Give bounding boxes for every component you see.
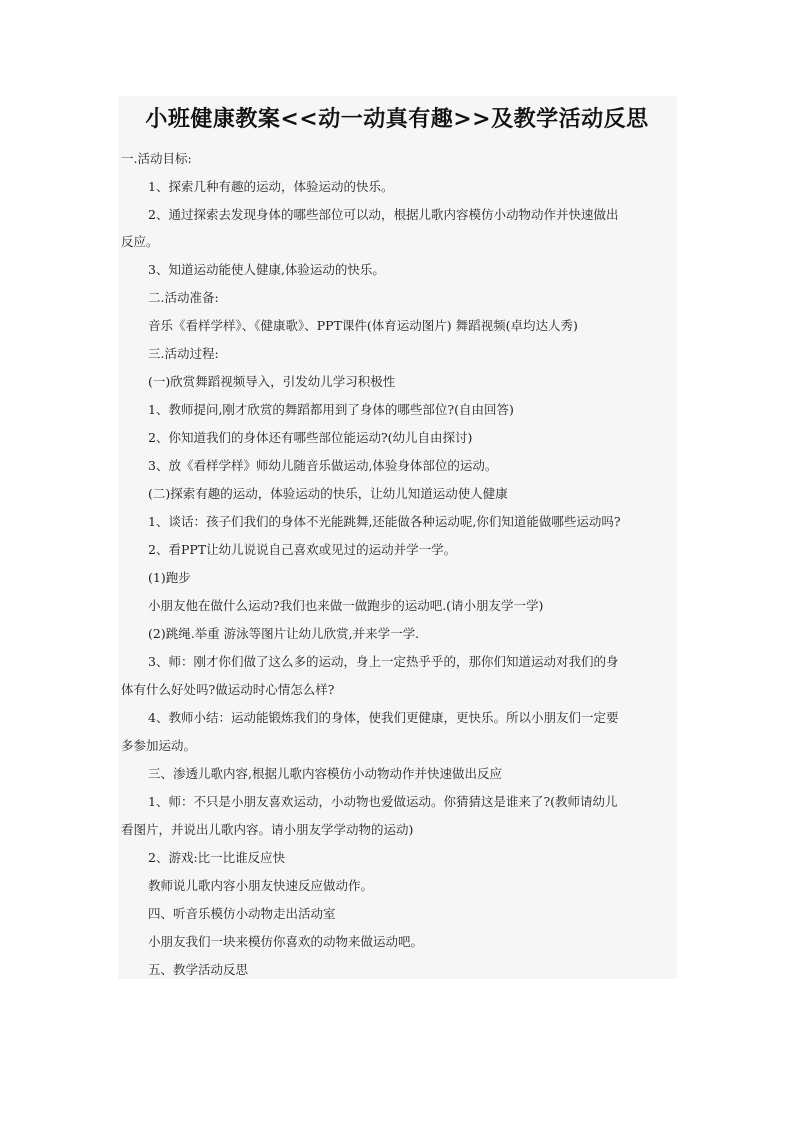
section-heading: 三.活动过程: (148, 346, 219, 361)
section-heading: 五、教学活动反思 (148, 962, 249, 977)
paragraph-line: 1、师：不只是小朋友喜欢运动，小动物也爱做运动。你猜猜这是谁来了?(教师请幼儿 (148, 794, 618, 809)
section-heading: 二.活动准备: (148, 290, 219, 305)
paragraph-line: 3、师：刚才你们做了这么多的运动，身上一定热乎乎的，那你们知道运动对我们的身 (148, 654, 619, 669)
paragraph-line: (2)跳绳.举重 游泳等图片让幼儿欣赏,并来学一学. (148, 626, 420, 641)
paragraph-line: 2、看PPT让幼儿说说自己喜欢或见过的运动并学一学。 (148, 542, 457, 557)
paragraph-line: 4、教师小结：运动能锻炼我们的身体，使我们更健康，更快乐。所以小朋友们一定要 (148, 710, 619, 725)
section-heading: 四、听音乐模仿小动物走出活动室 (148, 906, 336, 921)
paragraph-line: 小朋友我们一块来模仿你喜欢的动物来做运动吧。 (148, 934, 424, 949)
paragraph-line: 教师说儿歌内容小朋友快速反应做动作。 (148, 878, 374, 893)
paragraph-line: 体有什么好处吗?做运动时心情怎么样? (121, 682, 335, 697)
document-title: 小班健康教案<<动一动真有趣>>及教学活动反思 (145, 106, 649, 132)
paragraph-line: 2、通过探索去发现身体的哪些部位可以动，根据儿歌内容模仿小动物动作并快速做出 (148, 207, 619, 222)
paragraph-line: 反应。 (121, 234, 159, 249)
paragraph-line: 2、游戏:比一比谁反应快 (148, 850, 286, 865)
subsection-heading: (一)欣赏舞蹈视频导入，引发幼儿学习积极性 (148, 374, 396, 389)
subsection-heading: (二)探索有趣的运动，体验运动的快乐，让幼儿知道运动使人健康 (148, 486, 508, 501)
paragraph-line: 音乐《看样学样》、《健康歌》、PPT课件(体育运动图片) 舞蹈视频(卓均达人秀) (148, 318, 578, 333)
paragraph-line: 1、教师提问,刚才欣赏的舞蹈都用到了身体的哪些部位?(自由回答) (148, 402, 514, 417)
document-page (118, 96, 677, 979)
paragraph-line: (1)跑步 (148, 570, 191, 585)
paragraph-line: 多参加运动。 (121, 738, 197, 753)
paragraph-line: 3、放《看样学样》师幼儿随音乐做运动,体验身体部位的运动。 (148, 458, 498, 473)
paragraph-line: 2、你知道我们的身体还有哪些部位能运动?(幼儿自由探讨) (148, 430, 473, 445)
paragraph-line: 3、知道运动能使人健康,体验运动的快乐。 (148, 262, 385, 277)
paragraph-line: 看图片，并说出儿歌内容。请小朋友学学动物的运动) (121, 822, 414, 837)
paragraph-line: 小朋友他在做什么运动?我们也来做一做跑步的运动吧.(请小朋友学一学) (148, 598, 544, 613)
paragraph-line: 1、探索几种有趣的运动，体验运动的快乐。 (148, 179, 394, 194)
section-heading: 一.活动目标: (121, 151, 192, 166)
section-heading: 三、渗透儿歌内容,根据儿歌内容模仿小动物动作并快速做出反应 (148, 766, 502, 781)
paragraph-line: 1、谈话：孩子们我们的身体不光能跳舞,还能做各种运动呢,你们知道能做哪些运动吗? (148, 514, 621, 529)
